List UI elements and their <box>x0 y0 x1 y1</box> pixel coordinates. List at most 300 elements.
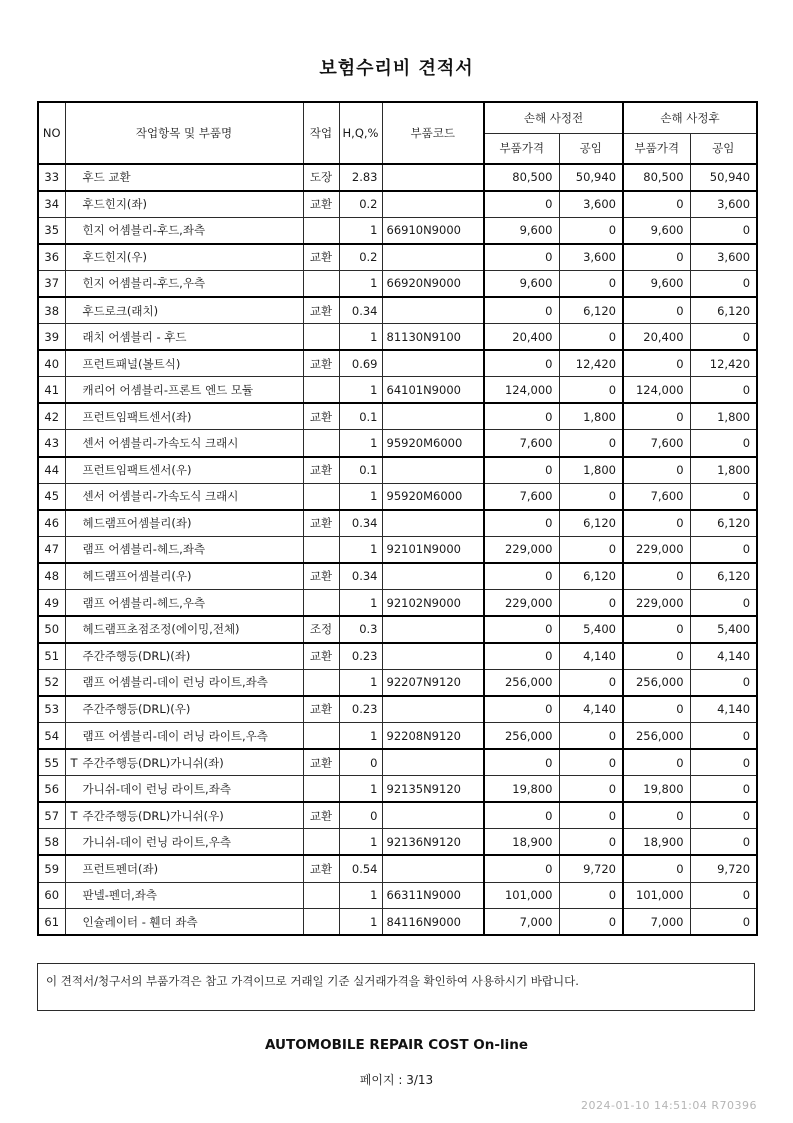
cell-part-code <box>382 457 484 484</box>
cell-labor-before: 0 <box>559 776 623 803</box>
cell-item-name <box>65 909 303 936</box>
cell-item-name <box>65 191 303 218</box>
page-number: 페이지 : 3/13 <box>359 1073 434 1087</box>
cell-labor-after: 0 <box>690 217 757 244</box>
cell-part-price-before: 7,600 <box>484 430 559 457</box>
item-name: 헤드램프초점조정(에이밍,전체) <box>82 622 240 637</box>
cell-work-type <box>303 430 339 457</box>
cell-labor-after: 0 <box>690 377 757 404</box>
cell-part-price-before: 229,000 <box>484 590 559 617</box>
cell-item-name <box>65 403 303 430</box>
cell-labor-before: 1,800 <box>559 403 623 430</box>
cell-labor-before: 6,120 <box>559 510 623 537</box>
cell-part-price-after: 0 <box>623 191 690 218</box>
cell-labor-before: 0 <box>559 483 623 510</box>
cell-no: 59 <box>38 855 65 882</box>
cell-labor-after: 0 <box>690 802 757 829</box>
cell-part-price-before: 256,000 <box>484 669 559 696</box>
cell-part-price-after: 20,400 <box>623 324 690 351</box>
cell-no: 61 <box>38 909 65 936</box>
cell-item-name <box>65 536 303 563</box>
cell-work-type <box>303 722 339 749</box>
cell-no: 55 <box>38 749 65 776</box>
cell-no: 52 <box>38 669 65 696</box>
cell-item-name <box>65 855 303 882</box>
cell-labor-after: 0 <box>690 669 757 696</box>
cell-part-code <box>382 855 484 882</box>
cell-labor-before: 0 <box>559 377 623 404</box>
cell-part-price-after: 80,500 <box>623 164 690 191</box>
cell-labor-before: 9,720 <box>559 855 623 882</box>
cell-part-price-before: 256,000 <box>484 722 559 749</box>
header-part-price-after: 부품가격 <box>623 133 690 164</box>
cell-work-type: 교환 <box>303 510 339 537</box>
table-row <box>38 643 757 670</box>
cell-labor-after: 0 <box>690 722 757 749</box>
cell-hq: 0.34 <box>339 510 382 537</box>
header-part-price-before: 부품가격 <box>484 133 559 164</box>
item-name: 주간주행등(DRL)(좌) <box>82 649 191 664</box>
table-row <box>38 855 757 882</box>
cell-part-price-before: 9,600 <box>484 270 559 297</box>
cell-item-name <box>65 749 303 776</box>
cell-item-name <box>65 430 303 457</box>
cell-item-name <box>65 457 303 484</box>
table-row <box>38 457 757 484</box>
cell-part-price-before: 0 <box>484 457 559 484</box>
cell-labor-before: 3,600 <box>559 244 623 271</box>
table-row <box>38 217 757 244</box>
table-row <box>38 377 757 404</box>
cell-part-price-before: 0 <box>484 616 559 643</box>
table-row <box>38 244 757 271</box>
table-row <box>38 483 757 510</box>
cell-hq: 0.1 <box>339 457 382 484</box>
cell-no: 39 <box>38 324 65 351</box>
cell-part-price-after: 0 <box>623 855 690 882</box>
cell-part-price-before: 0 <box>484 403 559 430</box>
cell-hq: 1 <box>339 217 382 244</box>
cell-hq: 1 <box>339 669 382 696</box>
cell-part-code: 92136N9120 <box>382 829 484 856</box>
cell-work-type <box>303 270 339 297</box>
cell-work-type: 도장 <box>303 164 339 191</box>
table-body <box>38 164 757 935</box>
header-part-code: 부품코드 <box>382 102 484 164</box>
estimate-table <box>37 101 758 936</box>
cell-hq: 1 <box>339 536 382 563</box>
cell-item-name <box>65 776 303 803</box>
cell-work-type <box>303 909 339 936</box>
cell-no: 38 <box>38 297 65 324</box>
notice-text: 이 견적서/청구서의 부품가격은 참고 가격이므로 거래일 기준 실거래가격을 확인하여 사용하시기 바랍니다. <box>46 974 579 988</box>
cell-labor-after: 1,800 <box>690 403 757 430</box>
cell-labor-after: 0 <box>690 430 757 457</box>
cell-hq: 1 <box>339 722 382 749</box>
cell-hq: 2.83 <box>339 164 382 191</box>
table-row <box>38 270 757 297</box>
header-labor-before: 공임 <box>559 133 623 164</box>
cell-part-price-after: 229,000 <box>623 590 690 617</box>
cell-labor-before: 0 <box>559 270 623 297</box>
cell-item-name <box>65 270 303 297</box>
cell-hq: 0.1 <box>339 403 382 430</box>
cell-part-price-after: 256,000 <box>623 722 690 749</box>
table-row <box>38 510 757 537</box>
header-before-assessment: 손해 사정전 <box>484 102 623 133</box>
cell-part-price-before: 0 <box>484 563 559 590</box>
cell-part-code <box>382 510 484 537</box>
item-name: 램프 어셈블리-헤드,우측 <box>82 595 206 610</box>
table-row <box>38 403 757 430</box>
cell-labor-before: 0 <box>559 909 623 936</box>
cell-work-type: 교환 <box>303 563 339 590</box>
table-row <box>38 324 757 351</box>
cell-part-price-after: 7,000 <box>623 909 690 936</box>
header-labor-after: 공임 <box>690 133 757 164</box>
cell-labor-after: 0 <box>690 324 757 351</box>
cell-labor-after: 6,120 <box>690 510 757 537</box>
cell-part-price-before: 18,900 <box>484 829 559 856</box>
item-name: 램프 어셈블리-데이 런닝 라이트,좌측 <box>82 675 268 690</box>
cell-part-code <box>382 403 484 430</box>
cell-hq: 0.34 <box>339 563 382 590</box>
cell-no: 44 <box>38 457 65 484</box>
cell-work-type: 교환 <box>303 350 339 377</box>
cell-labor-before: 0 <box>559 536 623 563</box>
cell-work-type: 조정 <box>303 616 339 643</box>
cell-part-price-before: 0 <box>484 510 559 537</box>
cell-work-type <box>303 536 339 563</box>
cell-part-price-before: 7,600 <box>484 483 559 510</box>
cell-hq: 0.54 <box>339 855 382 882</box>
cell-part-price-before: 0 <box>484 350 559 377</box>
header-no: NO <box>38 102 65 164</box>
cell-labor-before: 4,140 <box>559 643 623 670</box>
cell-part-code: 92208N9120 <box>382 722 484 749</box>
cell-no: 36 <box>38 244 65 271</box>
item-name: 프런트임팩트센서(우) <box>82 463 192 478</box>
cell-part-code <box>382 643 484 670</box>
cell-part-price-after: 0 <box>623 244 690 271</box>
cell-item-name <box>65 669 303 696</box>
cell-labor-after: 0 <box>690 590 757 617</box>
cell-labor-before: 0 <box>559 324 623 351</box>
table-row <box>38 563 757 590</box>
cell-item-name <box>65 563 303 590</box>
cell-no: 57 <box>38 802 65 829</box>
page-title: 보험수리비 견적서 <box>319 58 474 79</box>
cell-part-price-after: 0 <box>623 749 690 776</box>
cell-work-type <box>303 669 339 696</box>
cell-labor-after: 0 <box>690 270 757 297</box>
table-row <box>38 776 757 803</box>
cell-part-price-after: 0 <box>623 616 690 643</box>
cell-part-price-after: 0 <box>623 350 690 377</box>
item-name: 가니쉬-데이 런닝 라이트,우측 <box>82 834 231 849</box>
cell-hq: 0.3 <box>339 616 382 643</box>
table-row <box>38 722 757 749</box>
cell-part-code: 95920M6000 <box>382 483 484 510</box>
cell-part-code <box>382 350 484 377</box>
cell-labor-after: 4,140 <box>690 643 757 670</box>
item-name: 캐리어 어셈블리-프론트 엔드 모듈 <box>82 382 254 397</box>
cell-labor-after: 6,120 <box>690 297 757 324</box>
cell-item-name <box>65 324 303 351</box>
cell-labor-before: 0 <box>559 882 623 909</box>
cell-work-type: 교환 <box>303 855 339 882</box>
cell-part-price-before: 80,500 <box>484 164 559 191</box>
cell-labor-after: 5,400 <box>690 616 757 643</box>
cell-part-price-after: 7,600 <box>623 483 690 510</box>
cell-no: 35 <box>38 217 65 244</box>
cell-part-price-before: 0 <box>484 191 559 218</box>
cell-hq: 1 <box>339 882 382 909</box>
cell-hq: 1 <box>339 829 382 856</box>
cell-labor-after: 0 <box>690 536 757 563</box>
cell-part-price-before: 19,800 <box>484 776 559 803</box>
cell-part-code: 66910N9000 <box>382 217 484 244</box>
cell-labor-before: 12,420 <box>559 350 623 377</box>
table-row <box>38 749 757 776</box>
cell-no: 51 <box>38 643 65 670</box>
cell-part-price-before: 229,000 <box>484 536 559 563</box>
cell-part-price-before: 0 <box>484 802 559 829</box>
cell-item-name <box>65 510 303 537</box>
cell-item-name <box>65 722 303 749</box>
item-name: 주간주행등(DRL)가니쉬(우) <box>82 808 224 823</box>
cell-work-type <box>303 590 339 617</box>
cell-part-code: 64101N9000 <box>382 377 484 404</box>
cell-labor-after: 50,940 <box>690 164 757 191</box>
cell-no: 42 <box>38 403 65 430</box>
item-name: 헤드램프어셈블리(좌) <box>82 516 192 531</box>
table-row <box>38 191 757 218</box>
cell-item-name <box>65 590 303 617</box>
cell-part-price-before: 0 <box>484 643 559 670</box>
cell-part-code: 95920M6000 <box>382 430 484 457</box>
cell-labor-before: 50,940 <box>559 164 623 191</box>
table-row <box>38 590 757 617</box>
cell-work-type: 교환 <box>303 297 339 324</box>
cell-labor-after: 1,800 <box>690 457 757 484</box>
cell-work-type <box>303 776 339 803</box>
cell-part-price-before: 124,000 <box>484 377 559 404</box>
cell-part-code: 92102N9000 <box>382 590 484 617</box>
table-row <box>38 536 757 563</box>
cell-part-price-after: 0 <box>623 563 690 590</box>
item-name: 헤드램프어셈블리(우) <box>82 569 192 584</box>
item-name: 후드힌지(좌) <box>82 197 148 212</box>
cell-no: 34 <box>38 191 65 218</box>
cell-part-price-after: 124,000 <box>623 377 690 404</box>
cell-labor-after: 0 <box>690 909 757 936</box>
cell-item-name <box>65 244 303 271</box>
cell-no: 56 <box>38 776 65 803</box>
cell-no: 47 <box>38 536 65 563</box>
cell-no: 33 <box>38 164 65 191</box>
cell-labor-before: 0 <box>559 802 623 829</box>
item-name: 램프 어셈블리-데이 러닝 라이트,우측 <box>82 728 268 743</box>
cell-labor-after: 0 <box>690 749 757 776</box>
cell-work-type: 교환 <box>303 457 339 484</box>
item-name: 센서 어셈블리-가속도식 크래시 <box>82 489 239 504</box>
cell-work-type <box>303 483 339 510</box>
cell-part-price-before: 0 <box>484 749 559 776</box>
cell-part-code: 84116N9000 <box>382 909 484 936</box>
cell-work-type: 교환 <box>303 244 339 271</box>
cell-hq: 1 <box>339 270 382 297</box>
cell-item-name <box>65 882 303 909</box>
cell-part-price-after: 0 <box>623 643 690 670</box>
cell-part-code: 66311N9000 <box>382 882 484 909</box>
cell-part-code <box>382 616 484 643</box>
cell-part-price-before: 20,400 <box>484 324 559 351</box>
table-row <box>38 297 757 324</box>
cell-labor-after: 0 <box>690 483 757 510</box>
cell-part-price-after: 9,600 <box>623 270 690 297</box>
cell-labor-before: 0 <box>559 430 623 457</box>
header-work: 작업 <box>303 102 339 164</box>
cell-labor-before: 1,800 <box>559 457 623 484</box>
cell-work-type: 교환 <box>303 403 339 430</box>
item-name: 램프 어셈블리-헤드,좌측 <box>82 542 206 557</box>
cell-part-price-after: 101,000 <box>623 882 690 909</box>
cell-labor-after: 3,600 <box>690 244 757 271</box>
cell-work-type: 교환 <box>303 749 339 776</box>
item-name: 프런트임팩트센서(좌) <box>82 409 192 424</box>
cell-part-price-after: 9,600 <box>623 217 690 244</box>
item-name: 래치 어셈블리 - 후드 <box>82 329 187 344</box>
cell-item-name <box>65 377 303 404</box>
notice-box <box>37 963 755 1011</box>
cell-no: 43 <box>38 430 65 457</box>
cell-part-code: 92135N9120 <box>382 776 484 803</box>
cell-part-code <box>382 749 484 776</box>
cell-hq: 0 <box>339 749 382 776</box>
cell-labor-after: 12,420 <box>690 350 757 377</box>
table-row <box>38 829 757 856</box>
cell-part-price-after: 7,600 <box>623 430 690 457</box>
cell-item-name <box>65 164 303 191</box>
cell-hq: 1 <box>339 909 382 936</box>
cell-item-name <box>65 696 303 723</box>
cell-part-price-after: 0 <box>623 802 690 829</box>
cell-part-code <box>382 696 484 723</box>
cell-item-name <box>65 350 303 377</box>
item-name: 후드로크(래치) <box>82 303 159 318</box>
cell-item-name <box>65 802 303 829</box>
cell-part-code <box>382 802 484 829</box>
cell-part-code <box>382 244 484 271</box>
cell-labor-after: 9,720 <box>690 855 757 882</box>
cell-part-price-before: 9,600 <box>484 217 559 244</box>
cell-hq: 1 <box>339 430 382 457</box>
cell-hq: 0.23 <box>339 643 382 670</box>
table-row <box>38 802 757 829</box>
cell-work-type <box>303 882 339 909</box>
cell-part-price-after: 0 <box>623 403 690 430</box>
cell-part-price-before: 0 <box>484 244 559 271</box>
item-name: 후드 교환 <box>82 170 131 185</box>
cell-part-code <box>382 297 484 324</box>
item-name: 판넬-펜더,좌측 <box>82 888 157 903</box>
cell-part-price-after: 0 <box>623 457 690 484</box>
cell-item-name <box>65 297 303 324</box>
cell-part-price-before: 0 <box>484 696 559 723</box>
header-hq: H,Q,% <box>339 102 382 164</box>
cell-part-price-after: 19,800 <box>623 776 690 803</box>
cell-part-code: 92207N9120 <box>382 669 484 696</box>
item-name: 프런트패널(볼트식) <box>82 356 181 371</box>
cell-no: 48 <box>38 563 65 590</box>
cell-labor-before: 0 <box>559 590 623 617</box>
cell-work-type <box>303 217 339 244</box>
cell-labor-before: 5,400 <box>559 616 623 643</box>
cell-no: 54 <box>38 722 65 749</box>
cell-work-type <box>303 377 339 404</box>
cell-part-price-after: 229,000 <box>623 536 690 563</box>
header-item: 작업항목 및 부품명 <box>65 102 303 164</box>
print-timestamp: 2024-01-10 14:51:04 R70396 <box>581 1099 757 1112</box>
cell-item-name <box>65 483 303 510</box>
cell-no: 58 <box>38 829 65 856</box>
cell-no: 41 <box>38 377 65 404</box>
cell-part-code <box>382 191 484 218</box>
cell-part-price-before: 7,000 <box>484 909 559 936</box>
item-name: 프런트펜더(좌) <box>82 861 159 876</box>
table-row <box>38 669 757 696</box>
cell-labor-after: 0 <box>690 829 757 856</box>
cell-labor-before: 0 <box>559 749 623 776</box>
cell-no: 60 <box>38 882 65 909</box>
table-row <box>38 616 757 643</box>
cell-work-type: 교환 <box>303 696 339 723</box>
cell-hq: 0.2 <box>339 191 382 218</box>
cell-no: 49 <box>38 590 65 617</box>
cell-part-code: 92101N9000 <box>382 536 484 563</box>
item-name: 후드힌지(우) <box>82 250 148 265</box>
item-name: 주간주행등(DRL)(우) <box>82 702 191 717</box>
brand-title: AUTOMOBILE REPAIR COST On-line <box>265 1037 528 1053</box>
item-name: 힌지 어셈블리-후드,좌측 <box>82 223 206 238</box>
cell-labor-after: 4,140 <box>690 696 757 723</box>
cell-hq: 0 <box>339 802 382 829</box>
table-header <box>38 102 757 164</box>
cell-labor-before: 0 <box>559 669 623 696</box>
cell-hq: 0.34 <box>339 297 382 324</box>
cell-hq: 1 <box>339 776 382 803</box>
row-prefix: T <box>70 808 78 823</box>
cell-work-type: 교환 <box>303 802 339 829</box>
cell-part-code: 66920N9000 <box>382 270 484 297</box>
cell-part-price-before: 0 <box>484 297 559 324</box>
cell-item-name <box>65 616 303 643</box>
cell-hq: 0.2 <box>339 244 382 271</box>
cell-hq: 0.23 <box>339 696 382 723</box>
cell-no: 40 <box>38 350 65 377</box>
cell-work-type: 교환 <box>303 191 339 218</box>
item-name: 주간주행등(DRL)가니쉬(좌) <box>82 755 224 770</box>
cell-item-name <box>65 643 303 670</box>
row-prefix: T <box>70 755 78 770</box>
cell-work-type <box>303 829 339 856</box>
cell-work-type: 교환 <box>303 643 339 670</box>
cell-hq: 0.69 <box>339 350 382 377</box>
table-row <box>38 350 757 377</box>
cell-hq: 1 <box>339 483 382 510</box>
cell-no: 53 <box>38 696 65 723</box>
